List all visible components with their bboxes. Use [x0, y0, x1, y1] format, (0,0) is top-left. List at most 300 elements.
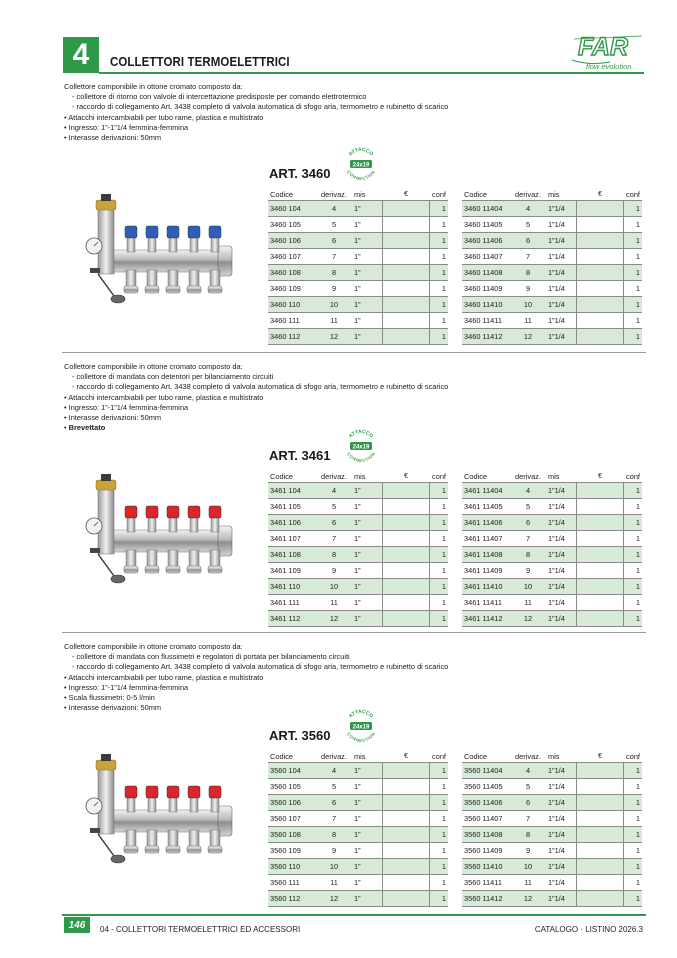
- table-row: [268, 891, 448, 907]
- cell-conf: 1: [441, 878, 446, 887]
- cell-mis: 1”: [354, 894, 361, 903]
- description-item: - collettore di ritorno con valvole di intercettazione predisposte per comando elettrotermico: [72, 92, 367, 102]
- table-row: [462, 265, 642, 281]
- cell-derivaz: 8: [525, 268, 531, 277]
- header-conf: conf: [626, 752, 640, 761]
- cell-price: [576, 201, 624, 216]
- cell-derivaz: 12: [329, 894, 339, 903]
- svg-text:CONNECTION: CONNECTION: [346, 731, 376, 744]
- cell-conf: 1: [441, 220, 446, 229]
- cell-conf: 1: [441, 486, 446, 495]
- cell-code: 3560 112: [270, 894, 301, 903]
- chapter-number: 4: [63, 37, 99, 73]
- manifold-product-image: [68, 186, 238, 316]
- cell-mis: 1”: [354, 566, 361, 575]
- cell-derivaz: 11: [330, 878, 338, 887]
- cell-conf: 1: [635, 566, 640, 575]
- cell-derivaz: 12: [523, 332, 533, 341]
- cell-derivaz: 5: [525, 502, 531, 511]
- cell-derivaz: 12: [329, 332, 339, 341]
- description-item: • Interasse derivazioni: 50mm: [64, 413, 162, 423]
- header-derivaz: derivaz.: [515, 472, 541, 481]
- cell-conf: 1: [441, 518, 446, 527]
- description-item: • Ingresso: 1”-1”1/4 femmina-femmina: [64, 402, 189, 412]
- cell-mis: 1”1/4: [548, 300, 565, 309]
- cell-code: 3461 11408: [464, 550, 503, 559]
- cell-price: [576, 811, 624, 826]
- logo-tagline: flow evolution: [586, 62, 632, 71]
- table-row: [462, 281, 642, 297]
- cell-code: 3460 106: [270, 236, 301, 245]
- cell-price: [576, 779, 624, 794]
- table-row: [268, 875, 448, 891]
- cell-derivaz: 9: [331, 284, 337, 293]
- cell-code: 3461 11410: [464, 582, 503, 591]
- cell-code: 3560 11411: [464, 878, 502, 887]
- cell-conf: 1: [635, 814, 640, 823]
- cell-mis: 1”1/4: [548, 894, 565, 903]
- table-row: [462, 217, 642, 233]
- header-euro: €: [403, 751, 409, 760]
- cell-mis: 1”1/4: [548, 502, 565, 511]
- description-item: - raccordo di collegamento Art. 3438 completo di valvola automatica di sfogo aria, termometro e rubinetto di scarico: [72, 662, 449, 672]
- price-table: [462, 189, 642, 345]
- table-row: [462, 595, 642, 611]
- cell-conf: 1: [635, 598, 640, 607]
- cell-mis: 1”: [354, 252, 361, 261]
- description-item: • Interasse derivazioni: 50mm: [64, 703, 162, 713]
- price-table: [462, 751, 642, 907]
- cell-conf: 1: [635, 268, 640, 277]
- cell-conf: 1: [635, 846, 640, 855]
- svg-text:24x19: 24x19: [352, 444, 370, 451]
- table-row: [268, 843, 448, 859]
- table-header: [462, 471, 642, 482]
- cell-mis: 1”: [354, 502, 361, 511]
- cell-conf: 1: [441, 316, 446, 325]
- cell-mis: 1”1/4: [548, 862, 565, 871]
- table-row: [268, 611, 448, 627]
- cell-price: [576, 547, 624, 562]
- cell-mis: 1”1/4: [548, 814, 565, 823]
- cell-derivaz: 12: [329, 614, 339, 623]
- table-row: [268, 811, 448, 827]
- description-item: • Ingresso: 1”-1”1/4 femmina-femmina: [64, 122, 189, 132]
- header-code: Codice: [270, 752, 294, 761]
- table-body: [462, 762, 642, 907]
- cell-price: [382, 595, 430, 610]
- cell-conf: 1: [441, 502, 446, 511]
- cell-conf: 1: [635, 582, 640, 591]
- article-title: ART. 3560: [269, 728, 331, 743]
- table-row: [462, 249, 642, 265]
- header-code: Codice: [464, 752, 488, 761]
- cell-derivaz: 5: [331, 782, 337, 791]
- header-code: Codice: [270, 190, 294, 199]
- product-description: [64, 362, 448, 433]
- cell-derivaz: 8: [331, 830, 337, 839]
- cell-conf: 1: [441, 236, 446, 245]
- cell-code: 3461 11404: [464, 486, 503, 495]
- cell-conf: 1: [441, 614, 446, 623]
- cell-conf: 1: [441, 284, 446, 293]
- table-row: [268, 827, 448, 843]
- cell-derivaz: 10: [523, 300, 533, 309]
- cell-code: 3461 107: [270, 534, 301, 543]
- cell-price: [576, 499, 624, 514]
- product-description: [64, 82, 448, 143]
- cell-code: 3461 105: [270, 502, 301, 511]
- cell-derivaz: 6: [525, 236, 531, 245]
- table-row: [268, 265, 448, 281]
- header-mis: mis: [354, 472, 366, 481]
- cell-conf: 1: [441, 252, 446, 261]
- description-item: • Scala flussimetri: 0-5 l/min: [64, 693, 155, 703]
- cell-derivaz: 4: [525, 766, 531, 775]
- cell-derivaz: 7: [331, 252, 337, 261]
- cell-code: 3560 106: [270, 798, 301, 807]
- cell-mis: 1”1/4: [548, 782, 565, 791]
- table-row: [462, 779, 642, 795]
- cell-code: 3560 107: [270, 814, 301, 823]
- cell-code: 3461 11406: [464, 518, 503, 527]
- table-row: [268, 217, 448, 233]
- cell-code: 3560 11407: [464, 814, 503, 823]
- description-highlight: • Brevettato: [64, 423, 106, 433]
- header-conf: conf: [432, 472, 446, 481]
- cell-mis: 1”1/4: [548, 284, 565, 293]
- cell-conf: 1: [635, 300, 640, 309]
- cell-derivaz: 6: [525, 798, 531, 807]
- cell-derivaz: 7: [331, 534, 337, 543]
- cell-mis: 1”: [354, 518, 361, 527]
- table-row: [462, 563, 642, 579]
- table-row: [268, 313, 448, 329]
- header-code: Codice: [464, 190, 488, 199]
- table-row: [268, 547, 448, 563]
- header-conf: conf: [432, 190, 446, 199]
- cell-mis: 1”: [354, 798, 361, 807]
- cell-code: 3461 11405: [464, 502, 503, 511]
- footer-section-label: 04 - COLLETTORI TERMOELETTRICI ED ACCESSORI: [100, 925, 301, 934]
- table-row: [268, 515, 448, 531]
- price-table: [462, 471, 642, 627]
- cell-mis: 1”: [354, 766, 361, 775]
- table-body: [268, 482, 448, 627]
- svg-text:CONNECTION: CONNECTION: [346, 451, 376, 464]
- cell-mis: 1”1/4: [548, 766, 565, 775]
- header-euro: €: [597, 189, 603, 198]
- cell-conf: 1: [635, 766, 640, 775]
- cell-price: [576, 249, 624, 264]
- cell-derivaz: 10: [523, 862, 533, 871]
- cell-derivaz: 7: [331, 814, 337, 823]
- cell-code: 3560 11406: [464, 798, 503, 807]
- price-table: [268, 751, 448, 907]
- cell-derivaz: 5: [525, 782, 531, 791]
- table-row: [462, 515, 642, 531]
- cell-price: [382, 265, 430, 280]
- cell-derivaz: 5: [331, 220, 337, 229]
- cell-price: [382, 483, 430, 498]
- cell-price: [382, 499, 430, 514]
- cell-conf: 1: [635, 878, 640, 887]
- cell-price: [382, 297, 430, 312]
- chapter-title: COLLETTORI TERMOELETTRICI: [110, 55, 290, 69]
- cell-price: [382, 811, 430, 826]
- cell-code: 3461 108: [270, 550, 301, 559]
- cell-code: 3460 107: [270, 252, 301, 261]
- cell-price: [576, 875, 624, 890]
- cell-price: [576, 313, 624, 328]
- cell-mis: 1”: [354, 268, 361, 277]
- table-body: [462, 482, 642, 627]
- cell-code: 3461 111: [270, 598, 300, 607]
- cell-derivaz: 12: [523, 614, 533, 623]
- table-body: [268, 200, 448, 345]
- cell-price: [576, 579, 624, 594]
- cell-derivaz: 9: [525, 284, 531, 293]
- cell-derivaz: 10: [523, 582, 533, 591]
- cell-mis: 1”1/4: [548, 252, 565, 261]
- header-euro: €: [597, 751, 603, 760]
- cell-code: 3460 104: [270, 204, 301, 213]
- cell-mis: 1”1/4: [548, 316, 565, 325]
- cell-derivaz: 10: [329, 862, 339, 871]
- cell-code: 3460 11411: [464, 316, 502, 325]
- cell-price: [382, 313, 430, 328]
- header-derivaz: derivaz.: [321, 472, 347, 481]
- header-conf: conf: [626, 190, 640, 199]
- cell-derivaz: 8: [525, 550, 531, 559]
- cell-mis: 1”: [354, 598, 361, 607]
- cell-mis: 1”1/4: [548, 486, 565, 495]
- cell-code: 3461 11407: [464, 534, 503, 543]
- table-row: [268, 297, 448, 313]
- cell-price: [382, 217, 430, 232]
- cell-conf: 1: [635, 550, 640, 559]
- table-row: [268, 249, 448, 265]
- cell-derivaz: 11: [330, 598, 338, 607]
- svg-text:ATTACCO: ATTACCO: [347, 146, 375, 158]
- cell-price: [382, 763, 430, 778]
- cell-price: [382, 611, 430, 626]
- cell-mis: 1”: [354, 332, 361, 341]
- cell-mis: 1”1/4: [548, 518, 565, 527]
- section-separator: [62, 352, 646, 353]
- cell-price: [576, 563, 624, 578]
- cell-derivaz: 6: [525, 518, 531, 527]
- cell-derivaz: 7: [525, 814, 531, 823]
- cell-code: 3460 11404: [464, 204, 503, 213]
- description-item: • Attacchi intercambiabili per tubo rame, plastica e multistrato: [64, 112, 264, 122]
- cell-mis: 1”1/4: [548, 220, 565, 229]
- cell-code: 3460 108: [270, 268, 301, 277]
- cell-conf: 1: [441, 814, 446, 823]
- table-row: [268, 579, 448, 595]
- description-intro: Collettore componibile in ottone cromato composto da:: [64, 642, 243, 651]
- cell-conf: 1: [635, 252, 640, 261]
- cell-conf: 1: [635, 518, 640, 527]
- cell-code: 3460 109: [270, 284, 301, 293]
- header-mis: mis: [354, 752, 366, 761]
- cell-conf: 1: [635, 486, 640, 495]
- cell-derivaz: 11: [524, 316, 532, 325]
- header-mis: mis: [548, 752, 560, 761]
- header-code: Codice: [270, 472, 294, 481]
- cell-conf: 1: [441, 582, 446, 591]
- cell-price: [576, 795, 624, 810]
- cell-derivaz: 11: [330, 316, 338, 325]
- cell-price: [576, 843, 624, 858]
- header-code: Codice: [464, 472, 488, 481]
- cell-conf: 1: [441, 566, 446, 575]
- cell-mis: 1”: [354, 582, 361, 591]
- table-row: [268, 763, 448, 779]
- cell-code: 3560 11412: [464, 894, 503, 903]
- cell-derivaz: 12: [523, 894, 533, 903]
- cell-derivaz: 11: [524, 878, 532, 887]
- header-derivaz: derivaz.: [321, 752, 347, 761]
- cell-derivaz: 8: [331, 268, 337, 277]
- header-euro: €: [597, 471, 603, 480]
- cell-conf: 1: [635, 236, 640, 245]
- cell-price: [576, 281, 624, 296]
- cell-price: [382, 795, 430, 810]
- svg-text:ATTACCO: ATTACCO: [347, 708, 375, 720]
- svg-text:24x19: 24x19: [352, 162, 370, 169]
- cell-mis: 1”: [354, 862, 361, 871]
- cell-mis: 1”: [354, 220, 361, 229]
- cell-price: [382, 233, 430, 248]
- cell-derivaz: 9: [331, 566, 337, 575]
- cell-conf: 1: [635, 502, 640, 511]
- table-row: [462, 483, 642, 499]
- description-item: • Ingresso: 1”-1”1/4 femmina-femmina: [64, 682, 189, 692]
- cell-price: [576, 297, 624, 312]
- table-header: [268, 189, 448, 200]
- table-row: [268, 795, 448, 811]
- header-mis: mis: [354, 190, 366, 199]
- svg-text:24x19: 24x19: [352, 724, 370, 731]
- cell-conf: 1: [441, 332, 446, 341]
- cell-conf: 1: [635, 782, 640, 791]
- cell-code: 3460 105: [270, 220, 301, 229]
- cell-code: 3460 112: [270, 332, 301, 341]
- cell-conf: 1: [441, 862, 446, 871]
- cell-price: [382, 281, 430, 296]
- cell-code: 3460 11407: [464, 252, 503, 261]
- cell-mis: 1”: [354, 814, 361, 823]
- table-header: [462, 189, 642, 200]
- price-table: [268, 189, 448, 345]
- cell-derivaz: 6: [331, 798, 337, 807]
- cell-mis: 1”: [354, 284, 361, 293]
- table-row: [462, 201, 642, 217]
- description-item: - raccordo di collegamento Art. 3438 completo di valvola automatica di sfogo aria, termometro e rubinetto di scarico: [72, 102, 449, 112]
- footer-catalog-label: CATALOGO · LISTINO 2026.3: [534, 925, 643, 934]
- table-row: [462, 499, 642, 515]
- cell-mis: 1”: [354, 550, 361, 559]
- cell-price: [576, 265, 624, 280]
- cell-code: 3560 11410: [464, 862, 503, 871]
- table-header: [268, 471, 448, 482]
- cell-price: [382, 859, 430, 874]
- cell-derivaz: 5: [331, 502, 337, 511]
- cell-conf: 1: [635, 798, 640, 807]
- cell-price: [382, 875, 430, 890]
- cell-derivaz: 6: [331, 236, 337, 245]
- cell-price: [382, 891, 430, 906]
- cell-conf: 1: [635, 534, 640, 543]
- description-item: - raccordo di collegamento Art. 3438 completo di valvola automatica di sfogo aria, termometro e rubinetto di scarico: [72, 382, 449, 392]
- article-title: ART. 3460: [269, 166, 331, 181]
- cell-price: [576, 329, 624, 344]
- cell-mis: 1”: [354, 878, 361, 887]
- header-derivaz: derivaz.: [321, 190, 347, 199]
- table-body: [268, 762, 448, 907]
- product-description: [64, 642, 448, 713]
- cell-code: 3560 11409: [464, 846, 503, 855]
- description-item: • Attacchi intercambiabili per tubo rame, plastica e multistrato: [64, 672, 264, 682]
- cell-conf: 1: [635, 830, 640, 839]
- header-mis: mis: [548, 190, 560, 199]
- cell-code: 3460 11410: [464, 300, 503, 309]
- cell-code: 3560 105: [270, 782, 301, 791]
- table-row: [268, 329, 448, 345]
- cell-derivaz: 4: [525, 486, 531, 495]
- cell-derivaz: 7: [525, 534, 531, 543]
- cell-derivaz: 5: [525, 220, 531, 229]
- cell-code: 3461 11409: [464, 566, 503, 575]
- cell-code: 3560 104: [270, 766, 301, 775]
- description-item: - collettore di mandata con flussimetri e regolatori di portata per bilanciamento circuiti: [72, 652, 350, 662]
- cell-mis: 1”1/4: [548, 236, 565, 245]
- cell-conf: 1: [441, 550, 446, 559]
- cell-derivaz: 9: [525, 566, 531, 575]
- cell-conf: 1: [441, 534, 446, 543]
- table-row: [462, 859, 642, 875]
- cell-code: 3460 110: [270, 300, 301, 309]
- cell-mis: 1”1/4: [548, 582, 565, 591]
- table-row: [462, 611, 642, 627]
- cell-code: 3460 11406: [464, 236, 503, 245]
- description-intro: Collettore componibile in ottone cromato composto da:: [64, 362, 243, 371]
- cell-derivaz: 4: [331, 486, 337, 495]
- cell-derivaz: 8: [525, 830, 531, 839]
- cell-price: [382, 779, 430, 794]
- cell-price: [576, 859, 624, 874]
- cell-price: [576, 891, 624, 906]
- cell-price: [576, 763, 624, 778]
- page-number: 146: [64, 917, 90, 933]
- cell-conf: 1: [635, 894, 640, 903]
- cell-code: 3460 11412: [464, 332, 503, 341]
- section-separator: [62, 632, 646, 633]
- description-item: • Attacchi intercambiabili per tubo rame, plastica e multistrato: [64, 392, 264, 402]
- cell-derivaz: 10: [329, 582, 339, 591]
- cell-mis: 1”1/4: [548, 550, 565, 559]
- cell-mis: 1”: [354, 316, 361, 325]
- logo-text: FAR: [578, 33, 628, 61]
- cell-conf: 1: [441, 894, 446, 903]
- cell-price: [382, 563, 430, 578]
- cell-code: 3560 111: [270, 878, 300, 887]
- cell-price: [576, 515, 624, 530]
- cell-code: 3460 11408: [464, 268, 503, 277]
- table-row: [268, 233, 448, 249]
- table-row: [462, 297, 642, 313]
